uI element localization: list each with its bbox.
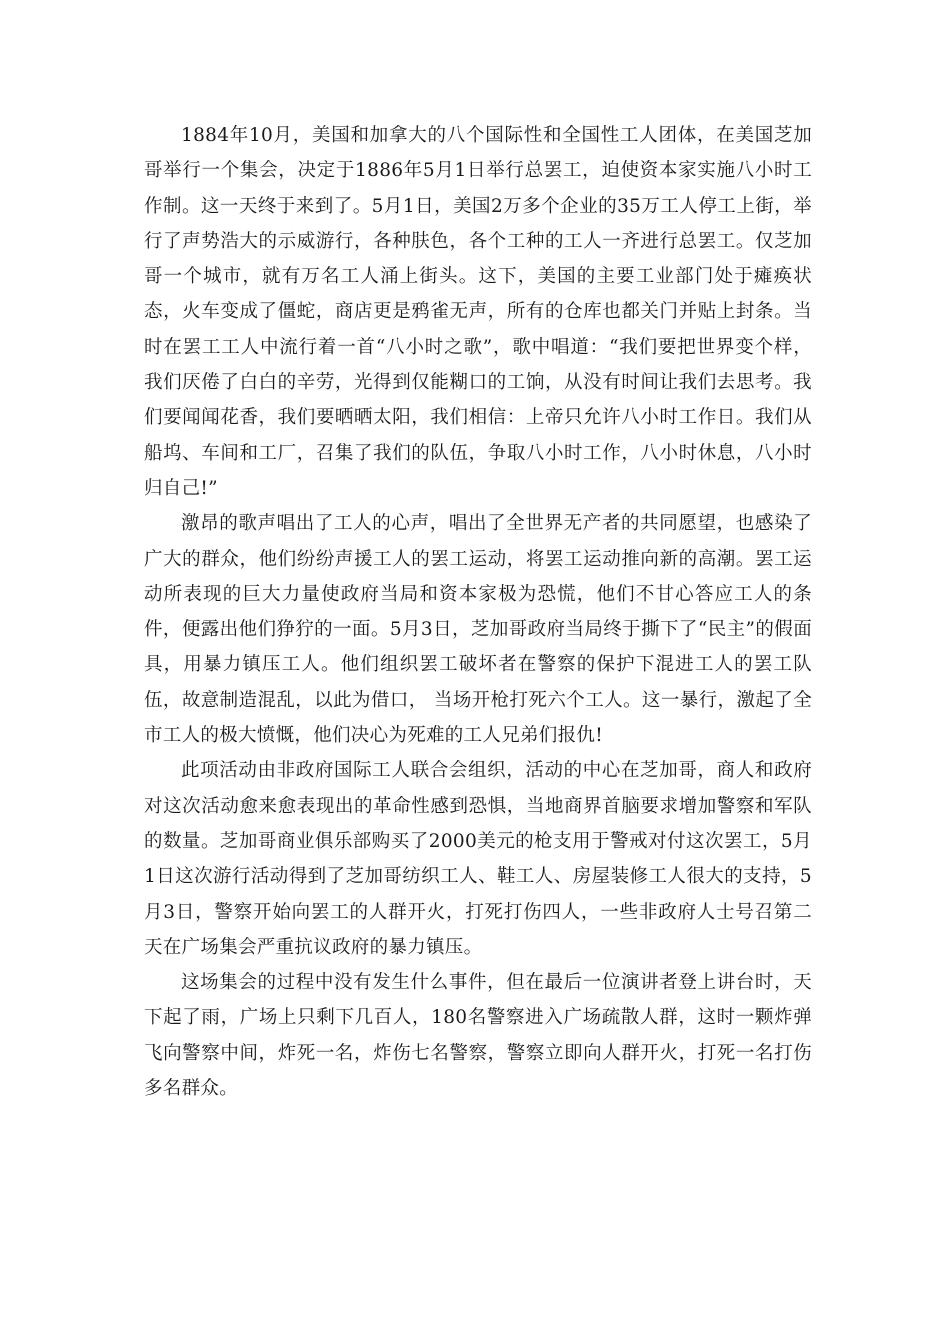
paragraph-4: 这场集会的过程中没有发生什么事件，但在最后一位演讲者登上讲台时，天下起了雨，广场上只剩下几百人，180名警察进入广场疏散人群，这时一颗炸弹飞向警察中间，炸死一名，炸伤七名警察，警察立即向人群开火，打死一名打伤多名群众。: [144, 972, 812, 1100]
document-body: [144, 118, 812, 1106]
paragraph-2: 激昂的歌声唱出了工人的心声，唱出了全世界无产者的共同愿望，也感染了广大的群众，他们纷纷声援工人的罢工运动，将罢工运动推向新的高潮。罢工运动所表现的巨大力量使政府当局和资本家极为恐慌，他们不甘心答应工人的条件，便露出他们狰狞的一面。5月3日，芝加哥政府当局终于撕下了“民主”的假面具，用暴力镇压工人。他们组织罢工破坏者在警察的保护下混进工人的罢工队伍，故意制造混乱，以此为借口， 当场开枪打死六个工人。这一暴行，激起了全市工人的极大愤慨，他们决心为死难的工人兄弟们报仇!: [144, 513, 812, 747]
paragraph-1: 1884年10月，美国和加拿大的八个国际性和全国性工人团体，在美国芝加哥举行一个集会，决定于1886年5月1日举行总罢工，迫使资本家实施八小时工作制。这一天终于来到了。5月1日，美国2万多个企业的35万工人停工上街，举行了声势浩大的示威游行，各种肤色，各个工种的工人一齐进行总罢工。仅芝加哥一个城市，就有万名工人涌上街头。这下，美国的主要工业部门处于瘫痪状态，火车变成了僵蛇，商店更是鸦雀无声，所有的仓库也都关门并贴上封条。当时在罢工工人中流行着一首“八小时之歌”，歌中唱道：“我们要把世界变个样，我们厌倦了白白的辛劳，光得到仅能糊口的工饷，从没有时间让我们去思考。我们要闻闻花香，我们要晒晒太阳，我们相信：上帝只允许八小时工作日。我们从船坞、车间和工厂，召集了我们的队伍，争取八小时工作，八小时休息，八小时归自己!”: [144, 125, 812, 499]
paragraph-3: 此项活动由非政府国际工人联合会组织，活动的中心在芝加哥，商人和政府对这次活动愈来愈表现出的革命性感到恐惧，当地商界首脑要求增加警察和军队的数量。芝加哥商业俱乐部购买了2000美元的枪支用于警戒对付这次罢工，5月1日这次游行活动得到了芝加哥纺织工人、鞋工人、房屋装修工人很大的支持，5月3日，警察开始向罢工的人群开火，打死打伤四人，一些非政府人士号召第二天在广场集会严重抗议政府的暴力镇压。: [144, 760, 812, 958]
